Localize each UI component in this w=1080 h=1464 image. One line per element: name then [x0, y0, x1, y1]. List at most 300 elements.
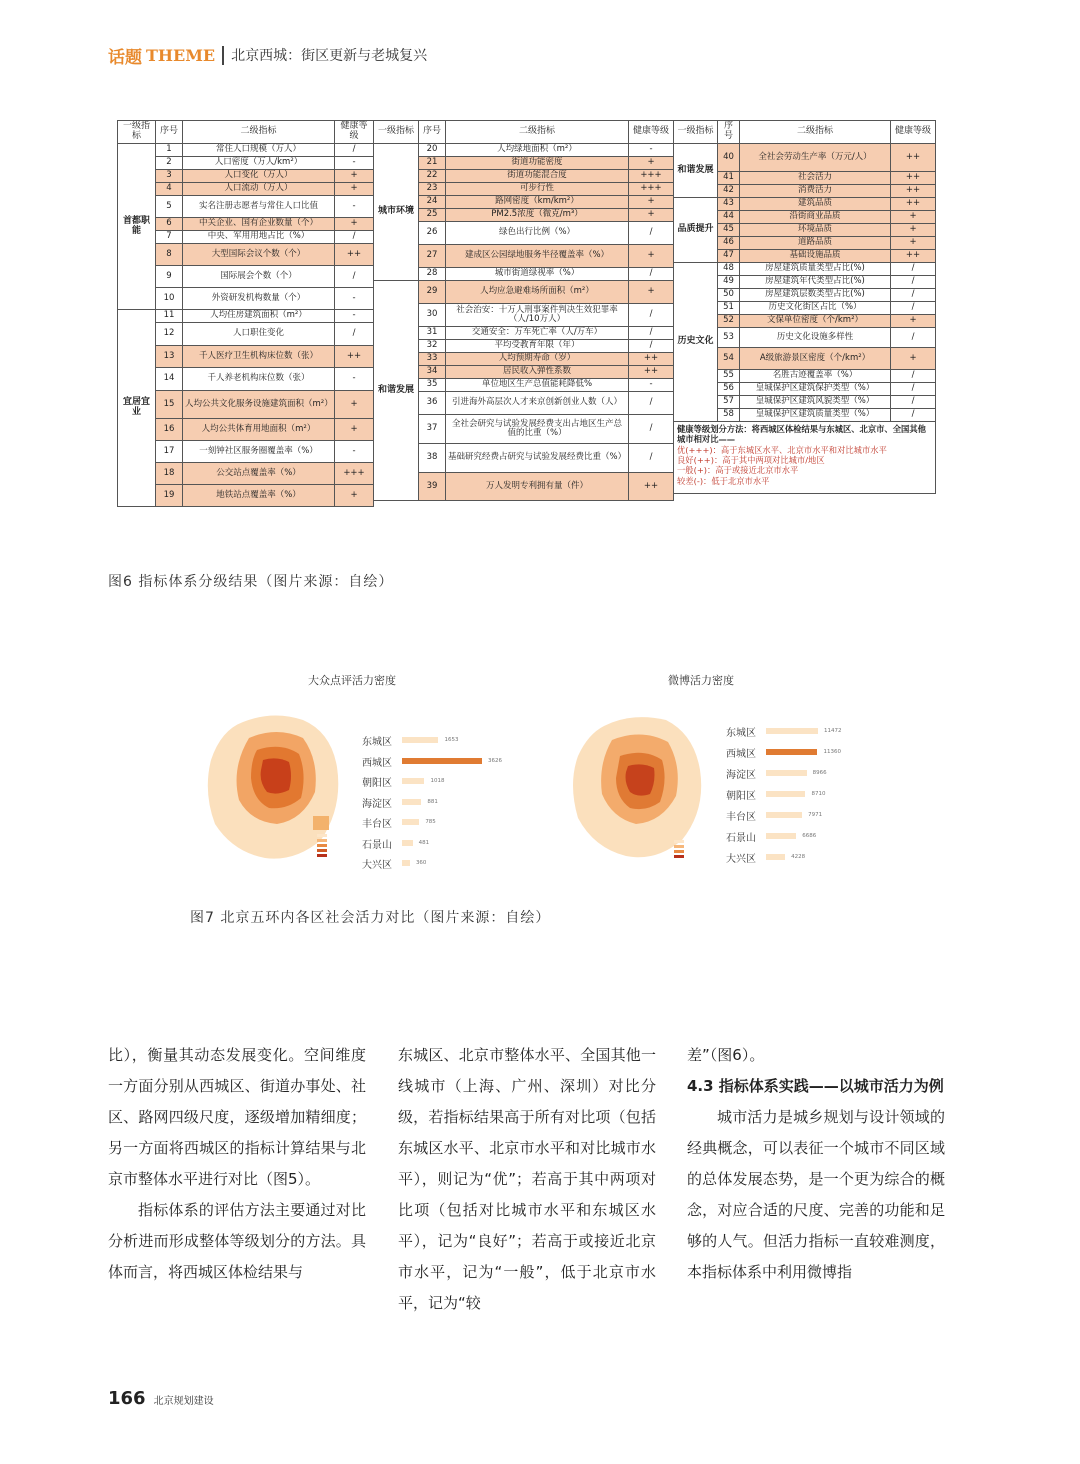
legend-line: 健康等级划分方法：将西城区体检结果与东城区、北京市、全国其他城市相对比——	[677, 424, 926, 445]
indicator-cell: 房屋建筑层数类型占比(%)	[740, 289, 891, 302]
indicator-cell: 全社会研究与试验发展经费支出占地区生产总值的比重（%）	[446, 415, 629, 444]
index-cell: 18	[156, 463, 183, 485]
index-cell: 26	[419, 222, 446, 245]
bar-label: 东城区	[362, 737, 392, 748]
table-header-cell: 序号	[419, 121, 446, 144]
table-row	[374, 144, 674, 157]
index-cell: 49	[718, 276, 740, 289]
grade-cell: /	[335, 266, 374, 288]
index-cell: 10	[156, 288, 183, 310]
bar	[402, 758, 482, 764]
grade-cell: /	[335, 231, 374, 244]
indicator-cell: 建成区公园绿地服务半径覆盖率（%）	[446, 245, 629, 268]
indicator-cell: 千人医疗卫生机构床位数（张）	[183, 346, 335, 368]
grade-cell: ++	[629, 353, 674, 366]
bar-label: 朝阳区	[362, 778, 392, 789]
grade-cell: /	[629, 268, 674, 281]
indicator-cell: PM2.5浓度（微克/m³）	[446, 209, 629, 222]
table-header-cell: 二级指标	[183, 121, 335, 144]
grade-cell: /	[891, 328, 936, 348]
body-column-2	[398, 1040, 656, 1319]
indicator-cell: 大型国际会议个数（个）	[183, 244, 335, 266]
grade-cell: /	[629, 304, 674, 327]
table-row	[118, 266, 374, 288]
grade-cell: +	[629, 209, 674, 222]
bar	[402, 737, 438, 743]
index-cell: 19	[156, 485, 183, 507]
index-cell: 32	[419, 340, 446, 353]
index-cell: 53	[718, 328, 740, 348]
bar-label: 石景山	[362, 839, 392, 851]
table-row	[118, 231, 374, 244]
index-cell: 36	[419, 392, 446, 415]
indicator-cell: 房屋建筑年代类型占比(%)	[740, 276, 891, 289]
indicator-cell: 社会治安：十万人刑事案件判决生效犯罪率（人/10万人）	[446, 304, 629, 327]
table-row	[118, 288, 374, 310]
table-header-cell: 健康等级	[891, 121, 936, 144]
indicator-cell: 皇城保护区建筑质量类型（%）	[740, 409, 891, 422]
bar	[402, 860, 410, 866]
grade-cell: +++	[629, 170, 674, 183]
indicator-cell: 居民收入弹性系数	[446, 366, 629, 379]
header-divider	[222, 46, 224, 65]
indicator-table-part-3	[673, 120, 936, 494]
grade-cell: /	[891, 263, 936, 276]
category-cell: 和谐发展	[674, 144, 718, 198]
grade-cell: /	[629, 327, 674, 340]
grade-cell: ++	[629, 366, 674, 379]
bar	[766, 770, 807, 776]
indicator-cell: 千人养老机构床位数（张）	[183, 368, 335, 391]
indicator-cell: 人均公共文化服务设施建筑面积（m²）	[183, 391, 335, 419]
table-row	[118, 419, 374, 441]
table-row	[374, 473, 674, 501]
category-cell: 首都职能	[118, 144, 156, 310]
indicator-cell: 房屋建筑质量类型占比(%)	[740, 263, 891, 276]
grade-cell: -	[335, 157, 374, 170]
table-row	[118, 244, 374, 266]
journal-name: 北京规划建设	[153, 1396, 214, 1407]
grade-cell: -	[335, 310, 374, 323]
figure-6-caption: 图6 指标体系分级结果（图片来源：自绘）	[108, 574, 394, 590]
section-heading: 4.3 指标体系实践——以城市活力为例	[687, 1077, 944, 1095]
bar	[402, 840, 413, 846]
bar-value: 7971	[808, 812, 823, 818]
indicator-cell: 可步行性	[446, 183, 629, 196]
body-column-3	[687, 1040, 945, 1288]
bar-label: 海淀区	[726, 770, 756, 781]
index-cell: 54	[718, 348, 740, 370]
bar-label: 西城区	[726, 749, 756, 760]
index-cell: 9	[156, 266, 183, 288]
paragraph: 比），衡量其动态发展变化。空间维度一方面分别从西城区、街道办事处、社区、路网四级尺度，逐级增加精细度；另一方面将西城区的指标计算结果与北京市整体水平进行对比（图5）。	[108, 1046, 366, 1188]
index-cell: 37	[419, 415, 446, 444]
table-row	[374, 353, 674, 366]
index-cell: 11	[156, 310, 183, 323]
category-cell: 历史文化	[674, 263, 718, 422]
index-cell: 6	[156, 218, 183, 231]
grade-cell: -	[335, 196, 374, 218]
grade-cell: +	[891, 224, 936, 237]
indicator-cell: 历史文化设施多样性	[740, 328, 891, 348]
index-cell: 4	[156, 183, 183, 196]
table-row	[374, 379, 674, 392]
table-row	[374, 157, 674, 170]
header-subtitle: 北京西城：街区更新与老城复兴	[231, 48, 428, 64]
index-cell: 23	[419, 183, 446, 196]
bar-value: 785	[425, 819, 436, 825]
index-cell: 44	[718, 211, 740, 224]
indicator-cell: 历史文化街区占比（%）	[740, 302, 891, 315]
index-cell: 7	[156, 231, 183, 244]
bar	[766, 749, 817, 755]
bar-value: 4228	[791, 854, 806, 860]
running-header	[108, 42, 427, 68]
bar	[402, 799, 421, 805]
grade-cell: +	[629, 245, 674, 268]
table-row	[374, 209, 674, 222]
table-row	[118, 196, 374, 218]
table-header-cell: 二级指标	[740, 121, 891, 144]
grade-cell: /	[891, 409, 936, 422]
grade-cell: ++	[891, 185, 936, 198]
grade-cell: /	[891, 302, 936, 315]
indicator-cell: 皇城保护区建筑保护类型（%）	[740, 383, 891, 396]
grade-cell: ++	[891, 198, 936, 211]
category-cell: 和谐发展	[374, 281, 419, 501]
table-header-cell: 序号	[156, 121, 183, 144]
table-row	[374, 222, 674, 245]
legend-line: 良好(++)：高于其中两项对比城市/地区	[677, 455, 825, 466]
indicator-cell: 交通安全：万车死亡率（人/万车）	[446, 327, 629, 340]
index-cell: 40	[718, 144, 740, 172]
category-cell: 品质提升	[674, 198, 718, 263]
index-cell: 31	[419, 327, 446, 340]
grade-cell: -	[629, 144, 674, 157]
index-cell: 50	[718, 289, 740, 302]
indicator-table	[117, 120, 935, 538]
grade-cell: -	[335, 368, 374, 391]
table-header-cell: 一级指标	[374, 121, 419, 144]
index-cell: 45	[718, 224, 740, 237]
grade-cell: /	[891, 370, 936, 383]
indicator-cell: 街道功能密度	[446, 157, 629, 170]
indicator-cell: 基础研究经费占研究与试验发展经费比重（%）	[446, 444, 629, 473]
table-row	[118, 441, 374, 463]
indicator-cell: 人口密度（万人/km²）	[183, 157, 335, 170]
grade-cell: ++	[891, 144, 936, 172]
table-row	[118, 463, 374, 485]
indicator-cell: 人口职住变化	[183, 323, 335, 346]
index-cell: 27	[419, 245, 446, 268]
indicator-cell: A级旅游景区密度（个/km²）	[740, 348, 891, 370]
indicator-cell: 中央、军用用地占比（%）	[183, 231, 335, 244]
indicator-cell: 地铁站点覆盖率（%）	[183, 485, 335, 507]
indicator-cell: 外资研发机构数量（个）	[183, 288, 335, 310]
table-row	[118, 218, 374, 231]
index-cell: 30	[419, 304, 446, 327]
grade-cell: +	[335, 170, 374, 183]
table-row	[374, 304, 674, 327]
index-cell: 38	[419, 444, 446, 473]
index-cell: 41	[718, 172, 740, 185]
table-row	[374, 245, 674, 268]
indicator-table-part-1	[117, 120, 374, 507]
index-cell: 29	[419, 281, 446, 304]
index-cell: 1	[156, 144, 183, 157]
table-row	[374, 366, 674, 379]
table-row	[674, 198, 936, 211]
index-cell: 33	[419, 353, 446, 366]
page-footer	[108, 1388, 214, 1409]
index-cell: 35	[419, 379, 446, 392]
chart-2-heatmap	[570, 712, 706, 862]
table-row	[118, 183, 374, 196]
index-cell: 3	[156, 170, 183, 183]
grade-cell: /	[891, 276, 936, 289]
chart-2-map-legend	[674, 840, 684, 858]
grade-cell: +	[891, 211, 936, 224]
table-row	[674, 144, 936, 172]
table-header-cell: 健康等级	[335, 121, 374, 144]
table-row	[374, 392, 674, 415]
index-cell: 48	[718, 263, 740, 276]
grade-cell: /	[891, 396, 936, 409]
index-cell: 34	[419, 366, 446, 379]
figure-7-caption: 图7 北京五环内各区社会活力对比（图片来源：自绘）	[190, 910, 551, 926]
bar-value: 1653	[444, 737, 459, 743]
indicator-cell: 中关企业、国有企业数量（个）	[183, 218, 335, 231]
indicator-cell: 路网密度（km/km²）	[446, 196, 629, 209]
table-row	[374, 196, 674, 209]
bar-value: 8710	[811, 791, 826, 797]
chart-1-title: 大众点评活力密度	[308, 674, 396, 687]
indicator-cell: 消费活力	[740, 185, 891, 198]
index-cell: 47	[718, 250, 740, 263]
indicator-cell: 实名注册志愿者与常住人口比值	[183, 196, 335, 218]
index-cell: 25	[419, 209, 446, 222]
table-row	[118, 170, 374, 183]
index-cell: 28	[419, 268, 446, 281]
index-cell: 43	[718, 198, 740, 211]
table-row	[374, 183, 674, 196]
category-cell: 城市环境	[374, 144, 419, 281]
bar-value: 8966	[812, 770, 827, 776]
bar-value: 881	[427, 798, 438, 805]
table-row	[374, 415, 674, 444]
indicator-cell: 基础设施品质	[740, 250, 891, 263]
paragraph: 指标体系的评估方法主要通过对比分析进而形成整体等级划分的方法。具体而言，将西城区体检结果与	[108, 1201, 366, 1281]
index-cell: 14	[156, 368, 183, 391]
indicator-cell: 全社会劳动生产率（万元/人）	[740, 144, 891, 172]
indicator-cell: 万人发明专利拥有量（件）	[446, 473, 629, 501]
indicator-cell: 名胜古迹覆盖率（%）	[740, 370, 891, 383]
table-row	[118, 323, 374, 346]
indicator-cell: 沿街商业品质	[740, 211, 891, 224]
grade-cell: +	[891, 348, 936, 370]
bar-label: 海淀区	[362, 798, 392, 810]
bar-value: 481	[418, 839, 430, 846]
indicator-cell: 平均受教育年限（年）	[446, 340, 629, 353]
page-number: 166	[108, 1388, 146, 1409]
indicator-cell: 建筑品质	[740, 198, 891, 211]
table-row	[374, 444, 674, 473]
table-row	[374, 340, 674, 353]
grade-cell: +	[629, 157, 674, 170]
indicator-cell: 人均公共体育用地面积（m²）	[183, 419, 335, 441]
index-cell: 39	[419, 473, 446, 501]
grade-cell: -	[629, 379, 674, 392]
indicator-cell: 人均绿地面积（m²）	[446, 144, 629, 157]
indicator-cell: 道路品质	[740, 237, 891, 250]
index-cell: 21	[419, 157, 446, 170]
table-row	[118, 391, 374, 419]
grade-cell: ++	[629, 473, 674, 501]
bar-label: 朝阳区	[726, 791, 756, 802]
grade-cell: +	[629, 196, 674, 209]
bar-label: 大兴区	[726, 854, 756, 865]
grade-cell: +	[629, 281, 674, 304]
grade-cell: /	[891, 289, 936, 302]
indicator-cell: 人均预期寿命（岁）	[446, 353, 629, 366]
bar-label: 石景山	[726, 833, 756, 844]
table-row	[118, 368, 374, 391]
indicator-cell: 一刻钟社区服务圈覆盖率（%）	[183, 441, 335, 463]
theme-label: THEME	[146, 45, 216, 65]
index-cell: 8	[156, 244, 183, 266]
table-row	[118, 346, 374, 368]
grade-cell: +	[335, 391, 374, 419]
index-cell: 51	[718, 302, 740, 315]
index-cell: 58	[718, 409, 740, 422]
index-cell: 52	[718, 315, 740, 328]
grade-cell: /	[629, 222, 674, 245]
grade-cell: +	[891, 237, 936, 250]
indicator-cell: 引进海外高层次人才来京创新创业人数（人）	[446, 392, 629, 415]
grade-cell: -	[335, 288, 374, 310]
table-header-cell: 健康等级	[629, 121, 674, 144]
grade-cell: +++	[629, 183, 674, 196]
indicator-cell: 街道功能混合度	[446, 170, 629, 183]
index-cell: 5	[156, 196, 183, 218]
index-cell: 17	[156, 441, 183, 463]
indicator-cell: 常住人口规模（万人）	[183, 144, 335, 157]
indicator-cell: 公交站点覆盖率（%）	[183, 463, 335, 485]
paragraph: 差”（图6）。	[687, 1046, 765, 1064]
bar	[766, 812, 802, 818]
legend-row	[674, 422, 936, 494]
grade-cell: /	[335, 323, 374, 346]
index-cell: 22	[419, 170, 446, 183]
grade-cell: +	[891, 315, 936, 328]
indicator-cell: 城市街道绿视率（%）	[446, 268, 629, 281]
paragraph: 东城区、北京市整体水平、全国其他一线城市（上海、广州、深圳）对比分级，若指标结果高于所有对比项（包括东城区水平、北京市水平和对比城市水平），则记为“优”；若高于其中两项对比项（包括对比城市水平和东城区水平），记为“良好”；若高于或接近北京市水平，记为“一般”，低于北京市水平，记为“较	[398, 1046, 656, 1312]
bar-value: 11360	[823, 749, 841, 755]
grade-cell: +	[335, 485, 374, 507]
legend-line: 一般(+)：高于或接近北京市水平	[677, 465, 799, 476]
topic-label: 话题	[108, 47, 142, 68]
grade-cell: -	[335, 441, 374, 463]
index-cell: 56	[718, 383, 740, 396]
bar-value: 11472	[824, 728, 842, 734]
index-cell: 16	[156, 419, 183, 441]
bar-value: 3626	[488, 757, 502, 764]
grade-cell: /	[891, 383, 936, 396]
grade-cell: ++	[891, 172, 936, 185]
bar-label: 大兴区	[362, 860, 392, 871]
index-cell: 46	[718, 237, 740, 250]
bar	[766, 791, 805, 797]
table-header-cell: 一级指标	[118, 121, 156, 144]
grade-cell: +	[335, 419, 374, 441]
grade-cell: ++	[335, 244, 374, 266]
index-cell: 12	[156, 323, 183, 346]
legend-line: 较差(-)：低于北京市水平	[677, 475, 770, 486]
grade-cell: /	[629, 392, 674, 415]
table-row	[118, 144, 374, 157]
index-cell: 15	[156, 391, 183, 419]
bar-label: 东城区	[726, 728, 756, 739]
index-cell: 20	[419, 144, 446, 157]
index-cell: 57	[718, 396, 740, 409]
grade-cell: /	[335, 144, 374, 157]
bar-value: 360	[415, 860, 427, 866]
table-row	[374, 170, 674, 183]
grade-cell: /	[629, 444, 674, 473]
indicator-cell: 国际展会个数（个）	[183, 266, 335, 288]
indicator-cell: 人口流动（万人）	[183, 183, 335, 196]
indicator-cell: 人均住房建筑面积（m²）	[183, 310, 335, 323]
index-cell: 2	[156, 157, 183, 170]
category-cell: 宜居宜业	[118, 310, 156, 507]
bar-value: 6686	[802, 833, 817, 839]
indicator-cell: 绿色出行比例（%）	[446, 222, 629, 245]
indicator-table-part-2	[373, 120, 674, 501]
indicator-cell: 环境品质	[740, 224, 891, 237]
bar	[766, 728, 818, 734]
bar	[766, 833, 796, 839]
bar-label: 丰台区	[726, 812, 756, 823]
indicator-cell: 人均应急避难场所面积（m²）	[446, 281, 629, 304]
indicator-cell: 文保单位密度（个/km²）	[740, 315, 891, 328]
bar	[766, 854, 785, 860]
table-row	[118, 157, 374, 170]
index-cell: 24	[419, 196, 446, 209]
table-header-cell: 序号	[718, 121, 740, 144]
chart-1-heatmap	[203, 712, 343, 862]
chart-2-title: 微博活力密度	[668, 674, 734, 687]
table-row	[118, 310, 374, 323]
table-row	[374, 281, 674, 304]
bar	[402, 819, 419, 825]
table-header-cell: 一级指标	[674, 121, 718, 144]
grade-cell: ++	[335, 346, 374, 368]
indicator-cell: 单位地区生产总值能耗降低%	[446, 379, 629, 392]
legend-line: 优(+++)：高于东城区水平、北京市水平和对比城市水平	[677, 444, 887, 455]
index-cell: 42	[718, 185, 740, 198]
grade-legend	[674, 422, 936, 494]
paragraph: 城市活力是城乡规划与设计领域的经典概念，可以表征一个城市不同区域的总体发展态势，是一个更为综合的概念，对应合适的尺度、完善的功能和足够的人气。但活力指标一直较难测度，本指标体系中利用微博指	[687, 1108, 945, 1281]
grade-cell: +++	[335, 463, 374, 485]
indicator-cell: 人口变化（万人）	[183, 170, 335, 183]
table-header-cell: 二级指标	[446, 121, 629, 144]
grade-cell: +	[335, 183, 374, 196]
index-cell: 13	[156, 346, 183, 368]
body-column-1	[108, 1040, 366, 1288]
table-row	[118, 485, 374, 507]
indicator-cell: 皇城保护区建筑风貌类型（%）	[740, 396, 891, 409]
table-row	[374, 268, 674, 281]
